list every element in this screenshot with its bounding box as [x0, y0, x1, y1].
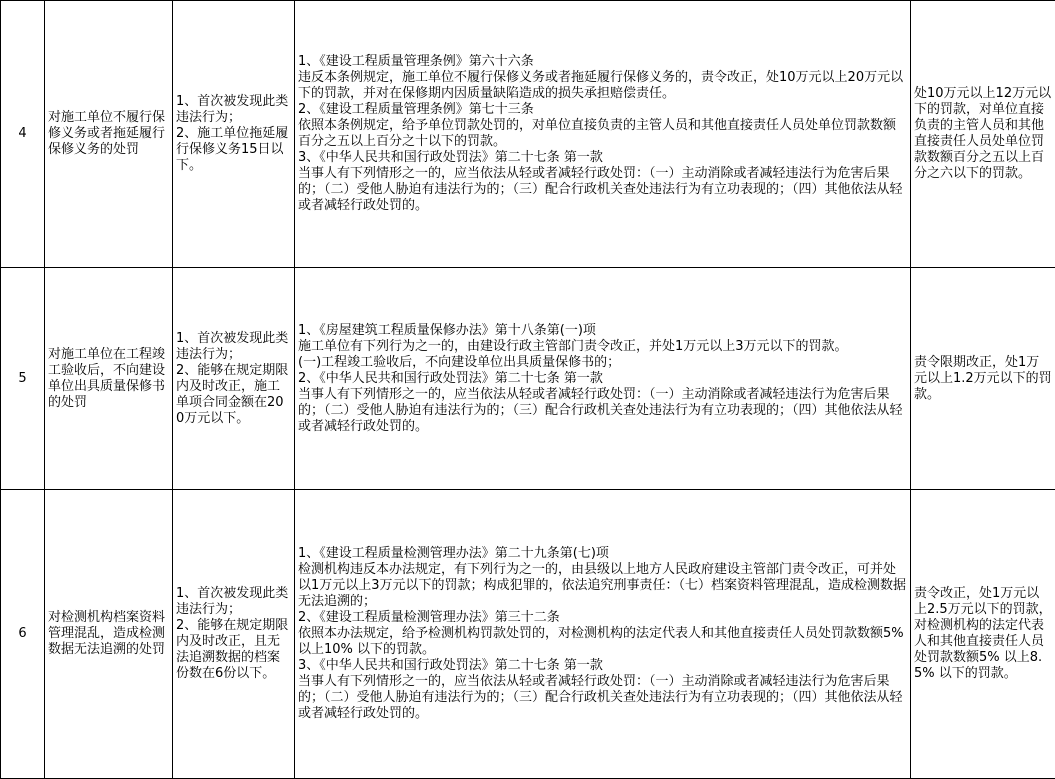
- circumstance-text: 1、首次被发现此类违法行为； 2、施工单位拖延履行保修义务15日以下。: [176, 94, 291, 174]
- legal-basis: [295, 490, 911, 779]
- table-row: [1, 268, 1055, 490]
- circumstance-text: 1、首次被发现此类违法行为； 2、能够在规定期限内及时改正，施工单项合同金额在200万元以下。: [176, 331, 291, 427]
- row-number: 5: [1, 268, 45, 490]
- penalty-standard: 责令改正，处1万元以上2.5万元以下的罚款，对检测机构的法定代表人和其他直接责任人员处罚款数额5% 以上8.5% 以下的罚款。: [911, 490, 1055, 779]
- basis-line: 依照本条例规定，给予单位罚款处罚的，对单位直接负责的主管人员和其他直接责任人员处单位罚款数额百分之五以上百分之十以下的罚款。: [298, 118, 907, 150]
- basis-line: 1、《建设工程质量管理条例》第六十六条: [298, 54, 907, 70]
- basis-line: 2、《建设工程质量检测管理办法》第三十二条: [298, 610, 907, 626]
- basis-line: 当事人有下列情形之一的，应当依法从轻或者减轻行政处罚：（一）主动消除或者减轻违法行为危害后果的；（二）受他人胁迫有违法行为的；（三）配合行政机关查处违法行为有立功表现的；（四）其他依法从轻或者减轻行政处罚的。: [298, 166, 907, 214]
- penalty-standard: 处10万元以上12万元以下的罚款，对单位直接负责的主管人员和其他直接责任人员处单位罚款数额百分之五以上百分之六以下的罚款。: [911, 1, 1055, 268]
- row-number: 4: [1, 1, 45, 268]
- circumstance: [173, 490, 295, 779]
- basis-line: 3、《中华人民共和国行政处罚法》第二十七条 第一款: [298, 150, 907, 166]
- basis-line: 1、《建设工程质量检测管理办法》第二十九条第(七)项: [298, 546, 907, 562]
- basis-line: (一)工程竣工验收后，不向建设单位出具质量保修书的；: [298, 355, 907, 371]
- circumstance: [173, 268, 295, 490]
- basis-line: 3、《中华人民共和国行政处罚法》第二十七条 第一款: [298, 658, 907, 674]
- basis-line: 依照本办法规定，给予检测机构罚款处罚的，对检测机构的法定代表人和其他直接责任人员处罚款数额5% 以上10% 以下的罚款。: [298, 626, 907, 658]
- circumstance-text: 1、首次被发现此类违法行为； 2、能够在规定期限内及时改正，且无法追溯数据的档案份数在6份以下。: [176, 586, 291, 682]
- circumstance: [173, 1, 295, 268]
- basis-line: 2、《中华人民共和国行政处罚法》第二十七条 第一款: [298, 371, 907, 387]
- basis-line: 1、《房屋建筑工程质量保修办法》第十八条第(一)项: [298, 323, 907, 339]
- penalty-standard: 责令限期改正，处1万元以上1.2万元以下的罚款。: [911, 268, 1055, 490]
- basis-line: 当事人有下列情形之一的，应当依法从轻或者减轻行政处罚：（一）主动消除或者减轻违法行为危害后果的；（二）受他人胁迫有违法行为的；（三）配合行政机关查处违法行为有立功表现的；（四）其他依法从轻或者减轻行政处罚的。: [298, 387, 907, 435]
- row-number: 6: [1, 490, 45, 779]
- basis-line: 施工单位有下列行为之一的，由建设行政主管部门责令改正，并处1万元以上3万元以下的罚款。: [298, 339, 907, 355]
- violation-item: 对施工单位不履行保修义务或者拖延履行保修义务的处罚: [45, 1, 173, 268]
- table-row: [1, 1, 1055, 268]
- basis-line: 检测机构违反本办法规定，有下列行为之一的，由县级以上地方人民政府建设主管部门责令改正，可并处以1万元以上3万元以下的罚款；构成犯罪的，依法追究刑事责任：（七）档案资料管理混乱，造成检测数据无法追溯的；: [298, 562, 907, 610]
- basis-line: 当事人有下列情形之一的，应当依法从轻或者减轻行政处罚：（一）主动消除或者减轻违法行为危害后果的；（二）受他人胁迫有违法行为的；（三）配合行政机关查处违法行为有立功表现的；（四）其他依法从轻或者减轻行政处罚的。: [298, 674, 907, 722]
- legal-basis: [295, 268, 911, 490]
- table-row: [1, 490, 1055, 779]
- legal-basis: [295, 1, 911, 268]
- violation-item: 对检测机构档案资料管理混乱，造成检测数据无法追溯的处罚: [45, 490, 173, 779]
- violation-item: 对施工单位在工程竣工验收后，不向建设单位出具质量保修书的处罚: [45, 268, 173, 490]
- basis-line: 违反本条例规定，施工单位不履行保修义务或者拖延履行保修义务的，责令改正，处10万元以上20万元以下的罚款，并对在保修期内因质量缺陷造成的损失承担赔偿责任。: [298, 70, 907, 102]
- basis-line: 2、《建设工程质量管理条例》第七十三条: [298, 102, 907, 118]
